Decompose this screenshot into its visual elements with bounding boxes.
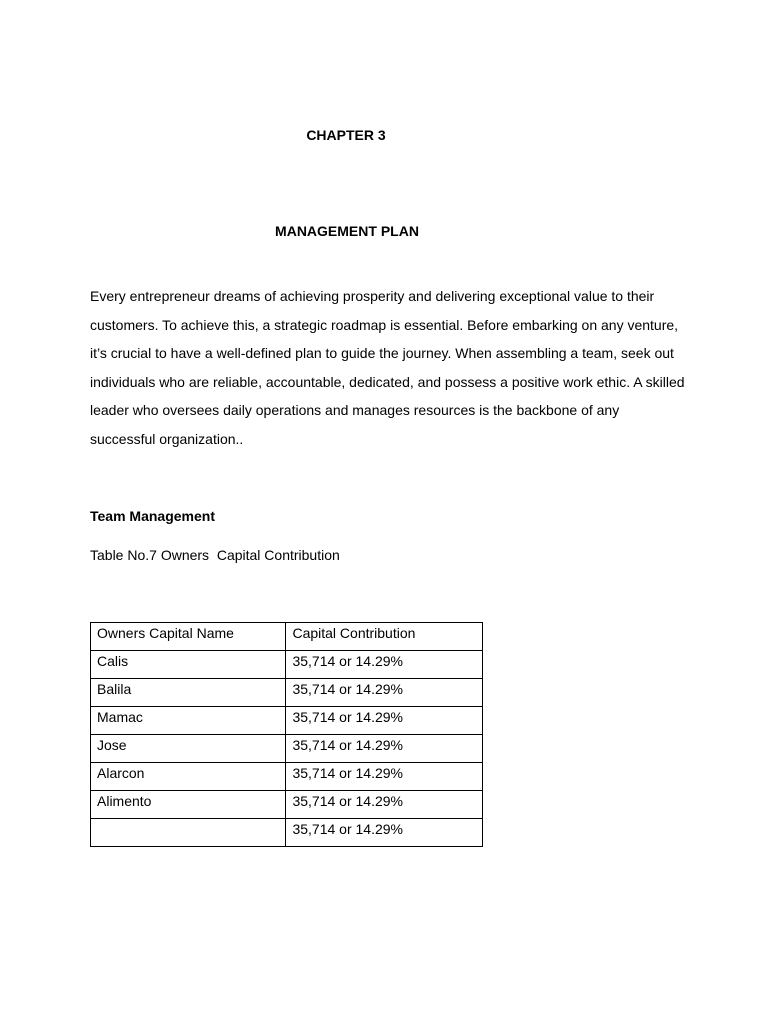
table-header-row — [91, 623, 483, 651]
owner-name-cell — [91, 819, 286, 847]
contribution-cell: 35,714 or 14.29% — [286, 735, 483, 763]
table-row — [91, 763, 483, 791]
contribution-cell: 35,714 or 14.29% — [286, 791, 483, 819]
table-row — [91, 735, 483, 763]
intro-paragraph: Every entrepreneur dreams of achieving prosperity and delivering exceptional value to their customers. To achieve this, a strategic roadmap is essential. Before embarking on any venture, it’s crucial to have a well-defined plan to guide the journey. When assembling a team, seek out individuals who are reliable, accountable, dedicated, and possess a positive work ethic. A skilled leader who oversees daily operations and manages resources is the backbone of any successful organization.. — [90, 288, 685, 447]
section-title: MANAGEMENT PLAN — [275, 223, 419, 239]
owner-name-cell: Mamac — [91, 707, 286, 735]
team-management-heading: Team Management — [90, 508, 215, 524]
contribution-cell: 35,714 or 14.29% — [286, 651, 483, 679]
header-owner-name: Owners Capital Name — [91, 623, 286, 651]
capital-contribution-table — [90, 622, 483, 847]
owner-name-cell: Jose — [91, 735, 286, 763]
owner-name-cell: Alarcon — [91, 763, 286, 791]
table-row — [91, 679, 483, 707]
chapter-title: CHAPTER 3 — [306, 127, 386, 143]
table-row — [91, 707, 483, 735]
table-row — [91, 819, 483, 847]
contribution-cell: 35,714 or 14.29% — [286, 819, 483, 847]
owner-name-cell: Alimento — [91, 791, 286, 819]
table-row — [91, 651, 483, 679]
table-row — [91, 791, 483, 819]
contribution-cell: 35,714 or 14.29% — [286, 679, 483, 707]
owner-name-cell: Calis — [91, 651, 286, 679]
table-caption: Table No.7 Owners Capital Contribution — [90, 547, 340, 563]
header-capital-contribution: Capital Contribution — [286, 623, 483, 651]
owner-name-cell: Balila — [91, 679, 286, 707]
contribution-cell: 35,714 or 14.29% — [286, 763, 483, 791]
contribution-cell: 35,714 or 14.29% — [286, 707, 483, 735]
